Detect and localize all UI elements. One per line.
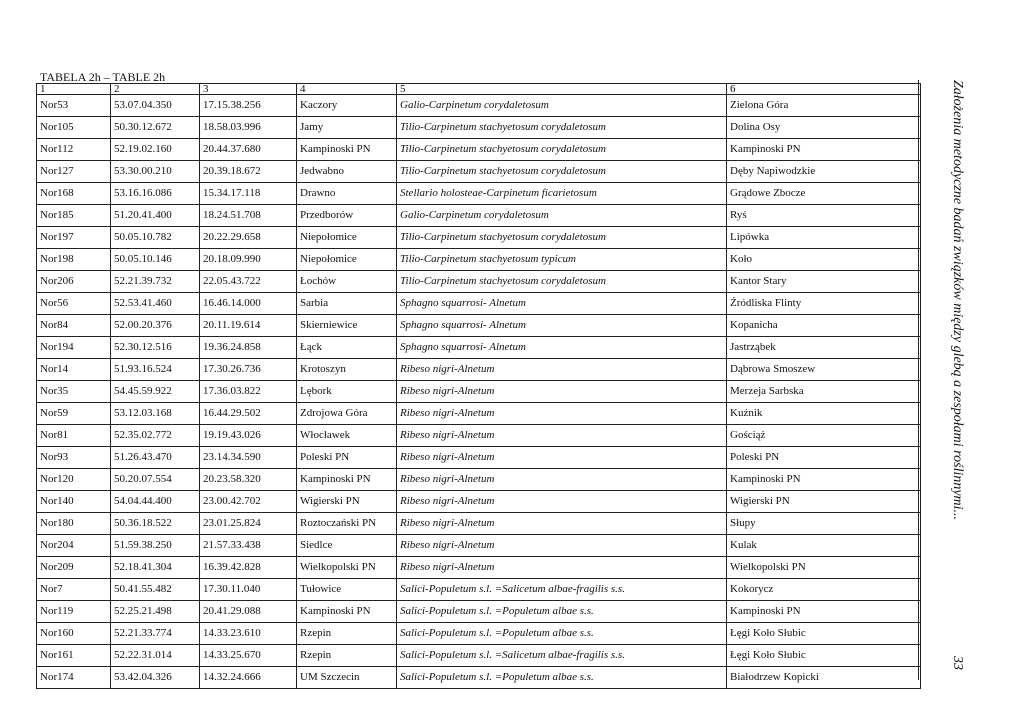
site-name-cell: Dolina Osy	[727, 117, 921, 139]
plot-id-cell: Nor140	[37, 491, 111, 513]
forest-district-cell: Drawno	[297, 183, 397, 205]
forest-district-cell: UM Szczecin	[297, 667, 397, 689]
table-row	[37, 645, 921, 667]
latitude-cell: 51.26.43.470	[111, 447, 200, 469]
forest-district-cell: Kampinoski PN	[297, 601, 397, 623]
column-header: 3	[200, 84, 297, 95]
plot-id-cell: Nor206	[37, 271, 111, 293]
longitude-cell: 17.15.38.256	[200, 95, 297, 117]
table-row	[37, 249, 921, 271]
table-row	[37, 425, 921, 447]
table-row	[37, 183, 921, 205]
association-cell: Ribeso nigri-Alnetum	[397, 557, 727, 579]
site-name-cell: Łęgi Koło Słubic	[727, 645, 921, 667]
forest-district-cell: Rzepin	[297, 645, 397, 667]
longitude-cell: 20.22.29.658	[200, 227, 297, 249]
site-name-cell: Grądowe Zbocze	[727, 183, 921, 205]
association-cell: Tilio-Carpinetum stachyetosum corydaletosum	[397, 139, 727, 161]
table-row	[37, 205, 921, 227]
association-cell: Galio-Carpinetum corydaletosum	[397, 205, 727, 227]
table-row	[37, 447, 921, 469]
table-row	[37, 359, 921, 381]
longitude-cell: 20.39.18.672	[200, 161, 297, 183]
plot-id-cell: Nor105	[37, 117, 111, 139]
column-header: 2	[111, 84, 200, 95]
plot-id-cell: Nor120	[37, 469, 111, 491]
longitude-cell: 23.00.42.702	[200, 491, 297, 513]
forest-district-cell: Włocławek	[297, 425, 397, 447]
site-name-cell: Kulak	[727, 535, 921, 557]
site-name-cell: Dąbrowa Smoszew	[727, 359, 921, 381]
forest-district-cell: Poleski PN	[297, 447, 397, 469]
association-cell: Sphagno squarrosi- Alnetum	[397, 337, 727, 359]
table-row	[37, 95, 921, 117]
site-name-cell: Źródliska Flinty	[727, 293, 921, 315]
longitude-cell: 20.18.09.990	[200, 249, 297, 271]
data-table	[36, 83, 921, 689]
forest-district-cell: Roztoczański PN	[297, 513, 397, 535]
longitude-cell: 23.01.25.824	[200, 513, 297, 535]
forest-district-cell: Lębork	[297, 381, 397, 403]
table-row	[37, 623, 921, 645]
association-cell: Salici-Populetum s.l. =Populetum albae s.s.	[397, 667, 727, 689]
table-row	[37, 469, 921, 491]
column-header: 6	[727, 84, 921, 95]
running-title: Założenia metodyczne badań związków między glebą a zespołami roślinnymi...	[950, 80, 965, 521]
association-cell: Ribeso nigri-Alnetum	[397, 447, 727, 469]
table-row	[37, 139, 921, 161]
plot-id-cell: Nor194	[37, 337, 111, 359]
association-cell: Ribeso nigri-Alnetum	[397, 469, 727, 491]
longitude-cell: 16.46.14.000	[200, 293, 297, 315]
association-cell: Tilio-Carpinetum stachyetosum corydaletosum	[397, 117, 727, 139]
table-row	[37, 535, 921, 557]
site-name-cell: Koło	[727, 249, 921, 271]
latitude-cell: 53.42.04.326	[111, 667, 200, 689]
forest-district-cell: Łochów	[297, 271, 397, 293]
plot-id-cell: Nor174	[37, 667, 111, 689]
site-name-cell: Jastrząbek	[727, 337, 921, 359]
latitude-cell: 50.41.55.482	[111, 579, 200, 601]
latitude-cell: 50.05.10.782	[111, 227, 200, 249]
site-name-cell: Kampinoski PN	[727, 139, 921, 161]
longitude-cell: 17.30.26.736	[200, 359, 297, 381]
forest-district-cell: Zdrojowa Góra	[297, 403, 397, 425]
site-name-cell: Merzeja Sarbska	[727, 381, 921, 403]
latitude-cell: 52.35.02.772	[111, 425, 200, 447]
plot-id-cell: Nor14	[37, 359, 111, 381]
latitude-cell: 52.22.31.014	[111, 645, 200, 667]
association-cell: Tilio-Carpinetum stachyetosum typicum	[397, 249, 727, 271]
forest-district-cell: Jedwabno	[297, 161, 397, 183]
longitude-cell: 14.32.24.666	[200, 667, 297, 689]
latitude-cell: 51.20.41.400	[111, 205, 200, 227]
longitude-cell: 18.58.03.996	[200, 117, 297, 139]
plot-id-cell: Nor84	[37, 315, 111, 337]
plot-id-cell: Nor56	[37, 293, 111, 315]
plot-id-cell: Nor7	[37, 579, 111, 601]
column-header: 4	[297, 84, 397, 95]
site-name-cell: Wielkopolski PN	[727, 557, 921, 579]
latitude-cell: 50.05.10.146	[111, 249, 200, 271]
plot-id-cell: Nor161	[37, 645, 111, 667]
table-row	[37, 579, 921, 601]
table-caption: TABELA 2h – TABLE 2h	[40, 70, 166, 84]
forest-district-cell: Jamy	[297, 117, 397, 139]
site-name-cell: Kampinoski PN	[727, 469, 921, 491]
latitude-cell: 50.30.12.672	[111, 117, 200, 139]
table-row	[37, 117, 921, 139]
site-name-cell: Kampinoski PN	[727, 601, 921, 623]
association-cell: Stellario holosteae-Carpinetum ficarietosum	[397, 183, 727, 205]
latitude-cell: 51.93.16.524	[111, 359, 200, 381]
site-name-cell: Lipówka	[727, 227, 921, 249]
association-cell: Salici-Populetum s.l. =Populetum albae s.s.	[397, 601, 727, 623]
plot-id-cell: Nor168	[37, 183, 111, 205]
association-cell: Ribeso nigri-Alnetum	[397, 513, 727, 535]
site-name-cell: Kantor Stary	[727, 271, 921, 293]
latitude-cell: 52.21.33.774	[111, 623, 200, 645]
table-row	[37, 337, 921, 359]
longitude-cell: 19.36.24.858	[200, 337, 297, 359]
association-cell: Ribeso nigri-Alnetum	[397, 403, 727, 425]
site-name-cell: Kopanicha	[727, 315, 921, 337]
site-name-cell: Gościąż	[727, 425, 921, 447]
forest-district-cell: Wigierski PN	[297, 491, 397, 513]
forest-district-cell: Kampinoski PN	[297, 469, 397, 491]
table-row	[37, 403, 921, 425]
plot-id-cell: Nor119	[37, 601, 111, 623]
latitude-cell: 52.18.41.304	[111, 557, 200, 579]
forest-district-cell: Siedlce	[297, 535, 397, 557]
longitude-cell: 22.05.43.722	[200, 271, 297, 293]
table-row	[37, 491, 921, 513]
forest-district-cell: Kaczory	[297, 95, 397, 117]
plot-id-cell: Nor81	[37, 425, 111, 447]
table-row	[37, 293, 921, 315]
plot-id-cell: Nor209	[37, 557, 111, 579]
latitude-cell: 54.04.44.400	[111, 491, 200, 513]
forest-district-cell: Sarbia	[297, 293, 397, 315]
column-header: 5	[397, 84, 727, 95]
plot-id-cell: Nor53	[37, 95, 111, 117]
table-row	[37, 315, 921, 337]
forest-district-cell: Kampinoski PN	[297, 139, 397, 161]
longitude-cell: 16.44.29.502	[200, 403, 297, 425]
table-row	[37, 161, 921, 183]
longitude-cell: 17.30.11.040	[200, 579, 297, 601]
table-row	[37, 271, 921, 293]
plot-id-cell: Nor180	[37, 513, 111, 535]
plot-id-cell: Nor59	[37, 403, 111, 425]
latitude-cell: 50.20.07.554	[111, 469, 200, 491]
association-cell: Ribeso nigri-Alnetum	[397, 359, 727, 381]
latitude-cell: 50.36.18.522	[111, 513, 200, 535]
forest-district-cell: Niepołomice	[297, 249, 397, 271]
longitude-cell: 20.23.58.320	[200, 469, 297, 491]
forest-district-cell: Krotoszyn	[297, 359, 397, 381]
site-name-cell: Poleski PN	[727, 447, 921, 469]
forest-district-cell: Przedborów	[297, 205, 397, 227]
latitude-cell: 52.19.02.160	[111, 139, 200, 161]
longitude-cell: 15.34.17.118	[200, 183, 297, 205]
forest-district-cell: Łąck	[297, 337, 397, 359]
forest-district-cell: Skierniewice	[297, 315, 397, 337]
longitude-cell: 20.11.19.614	[200, 315, 297, 337]
association-cell: Salici-Populetum s.l. =Populetum albae s.s.	[397, 623, 727, 645]
longitude-cell: 20.44.37.680	[200, 139, 297, 161]
table-row	[37, 667, 921, 689]
table-body	[37, 95, 921, 689]
association-cell: Galio-Carpinetum corydaletosum	[397, 95, 727, 117]
latitude-cell: 52.25.21.498	[111, 601, 200, 623]
longitude-cell: 23.14.34.590	[200, 447, 297, 469]
forest-district-cell: Wielkopolski PN	[297, 557, 397, 579]
association-cell: Ribeso nigri-Alnetum	[397, 381, 727, 403]
longitude-cell: 17.36.03.822	[200, 381, 297, 403]
table-row	[37, 381, 921, 403]
page-number: 33	[950, 656, 965, 670]
plot-id-cell: Nor185	[37, 205, 111, 227]
association-cell: Sphagno squarrosi- Alnetum	[397, 315, 727, 337]
latitude-cell: 53.07.04.350	[111, 95, 200, 117]
site-name-cell: Białodrzew Kopicki	[727, 667, 921, 689]
longitude-cell: 18.24.51.708	[200, 205, 297, 227]
header-row	[37, 84, 921, 95]
table-row	[37, 601, 921, 623]
association-cell: Ribeso nigri-Alnetum	[397, 491, 727, 513]
forest-district-cell: Tułowice	[297, 579, 397, 601]
latitude-cell: 54.45.59.922	[111, 381, 200, 403]
latitude-cell: 53.16.16.086	[111, 183, 200, 205]
plot-id-cell: Nor127	[37, 161, 111, 183]
site-name-cell: Ryś	[727, 205, 921, 227]
plot-id-cell: Nor93	[37, 447, 111, 469]
latitude-cell: 52.21.39.732	[111, 271, 200, 293]
forest-district-cell: Rzepin	[297, 623, 397, 645]
table-row	[37, 513, 921, 535]
latitude-cell: 51.59.38.250	[111, 535, 200, 557]
table-row	[37, 227, 921, 249]
association-cell: Salici-Populetum s.l. =Salicetum albae-fragilis s.s.	[397, 645, 727, 667]
site-name-cell: Kuźnik	[727, 403, 921, 425]
latitude-cell: 53.12.03.168	[111, 403, 200, 425]
plot-id-cell: Nor35	[37, 381, 111, 403]
association-cell: Sphagno squarrosi- Alnetum	[397, 293, 727, 315]
running-header	[946, 80, 968, 670]
association-cell: Ribeso nigri-Alnetum	[397, 535, 727, 557]
latitude-cell: 53.30.00.210	[111, 161, 200, 183]
longitude-cell: 16.39.42.828	[200, 557, 297, 579]
longitude-cell: 14.33.25.670	[200, 645, 297, 667]
plot-id-cell: Nor198	[37, 249, 111, 271]
association-cell: Tilio-Carpinetum stachyetosum corydaletosum	[397, 227, 727, 249]
latitude-cell: 52.53.41.460	[111, 293, 200, 315]
association-cell: Ribeso nigri-Alnetum	[397, 425, 727, 447]
longitude-cell: 19.19.43.026	[200, 425, 297, 447]
table-row	[37, 557, 921, 579]
latitude-cell: 52.00.20.376	[111, 315, 200, 337]
forest-district-cell: Niepołomice	[297, 227, 397, 249]
page-edge-divider	[918, 80, 919, 680]
column-header: 1	[37, 84, 111, 95]
association-cell: Tilio-Carpinetum stachyetosum corydaletosum	[397, 161, 727, 183]
site-name-cell: Słupy	[727, 513, 921, 535]
site-name-cell: Łęgi Koło Słubic	[727, 623, 921, 645]
association-cell: Salici-Populetum s.l. =Salicetum albae-fragilis s.s.	[397, 579, 727, 601]
longitude-cell: 21.57.33.438	[200, 535, 297, 557]
association-cell: Tilio-Carpinetum stachyetosum corydaletosum	[397, 271, 727, 293]
plot-id-cell: Nor160	[37, 623, 111, 645]
longitude-cell: 14.33.23.610	[200, 623, 297, 645]
site-name-cell: Kokorycz	[727, 579, 921, 601]
site-name-cell: Wigierski PN	[727, 491, 921, 513]
site-name-cell: Dęby Napiwodzkie	[727, 161, 921, 183]
plot-id-cell: Nor197	[37, 227, 111, 249]
site-name-cell: Zielona Góra	[727, 95, 921, 117]
longitude-cell: 20.41.29.088	[200, 601, 297, 623]
plot-id-cell: Nor112	[37, 139, 111, 161]
latitude-cell: 52.30.12.516	[111, 337, 200, 359]
plot-id-cell: Nor204	[37, 535, 111, 557]
